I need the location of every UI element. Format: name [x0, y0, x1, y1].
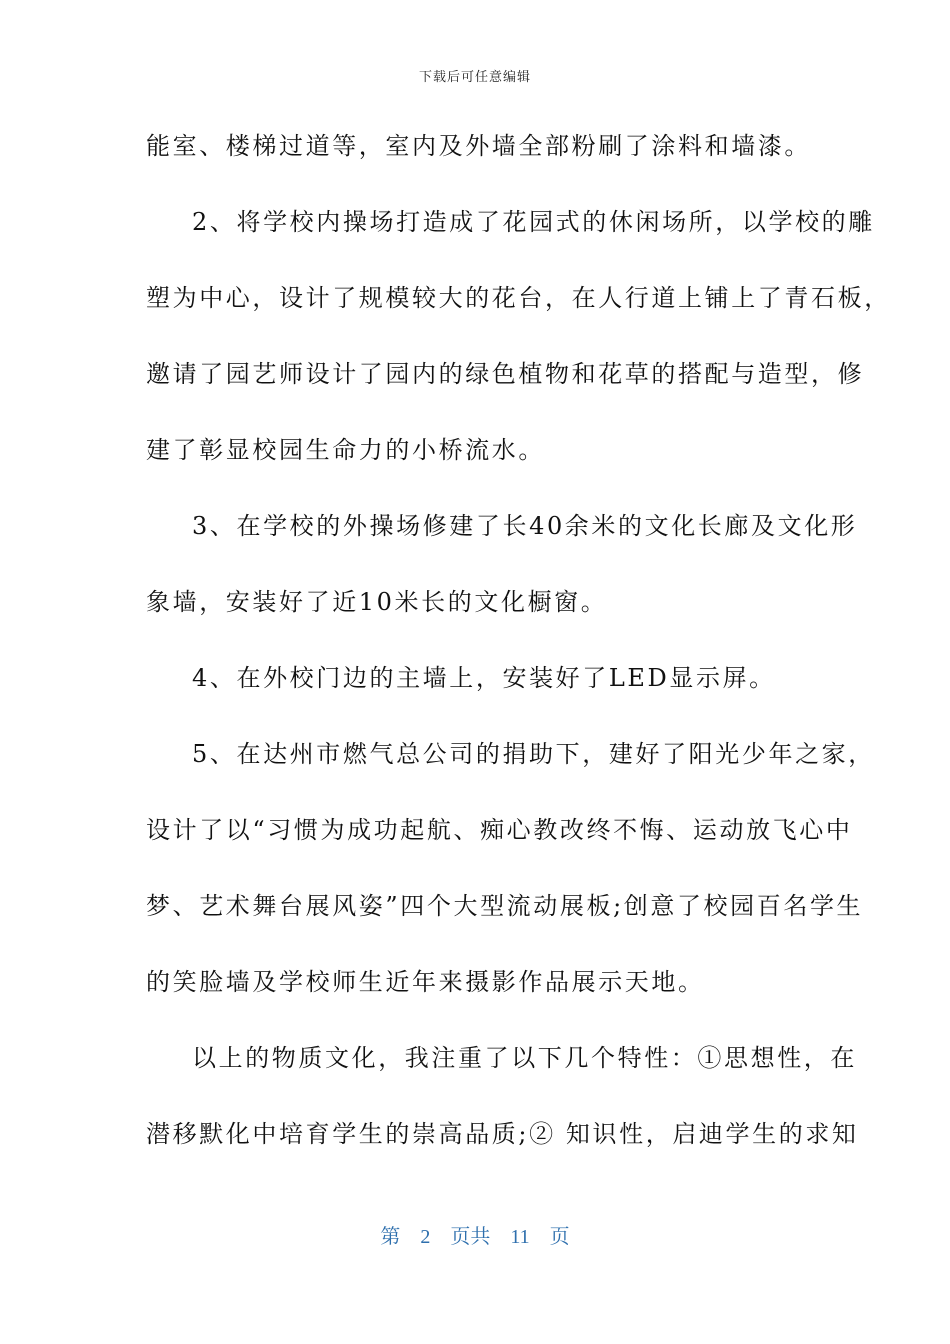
text-line: 梦、艺术舞台展风姿”四个大型流动展板;创意了校园百名学生 [146, 892, 864, 920]
page-footer [0, 1220, 950, 1249]
text-line: 能室、楼梯过道等，室内及外墙全部粉刷了涂料和墙漆。 [146, 132, 811, 160]
text-line: 5、在达州市燃气总公司的捐助下，建好了阳光少年之家， [192, 740, 875, 768]
text-line: 潜移默化中培育学生的崇高品质;② 知识性，启迪学生的求知 [146, 1120, 859, 1148]
text-line: 3、在学校的外操场修建了长40余米的文化长廊及文化形 [192, 512, 858, 540]
footer-middle: 页共 [450, 1226, 491, 1248]
text-line: 的笑脸墙及学校师生近年来摄影作品展示天地。 [146, 968, 705, 996]
footer-prefix: 第 [380, 1226, 401, 1248]
text-line: 以上的物质文化，我注重了以下几个特性：①思想性，在 [192, 1044, 857, 1072]
text-line: 2、将学校内操场打造成了花园式的休闲场所，以学校的雕 [192, 208, 875, 236]
page-header: 下载后可任意编辑 [418, 70, 531, 85]
current-page-number: 2 [420, 1226, 431, 1248]
text-line: 象墙，安装好了近10米长的文化橱窗。 [146, 588, 608, 616]
text-line: 设计了以“习惯为成功起航、痴心教改终不悔、运动放飞心中 [146, 816, 853, 844]
text-line: 建了彰显校园生命力的小桥流水。 [146, 436, 545, 464]
text-line: 4、在外校门边的主墙上，安装好了LED显示屏。 [192, 664, 776, 692]
text-line: 邀请了园艺师设计了园内的绿色植物和花草的搭配与造型，修 [146, 360, 865, 388]
total-page-count: 11 [510, 1226, 530, 1248]
footer-suffix: 页 [549, 1226, 570, 1248]
text-line: 塑为中心，设计了规模较大的花台，在人行道上铺上了青石板， [146, 284, 891, 312]
